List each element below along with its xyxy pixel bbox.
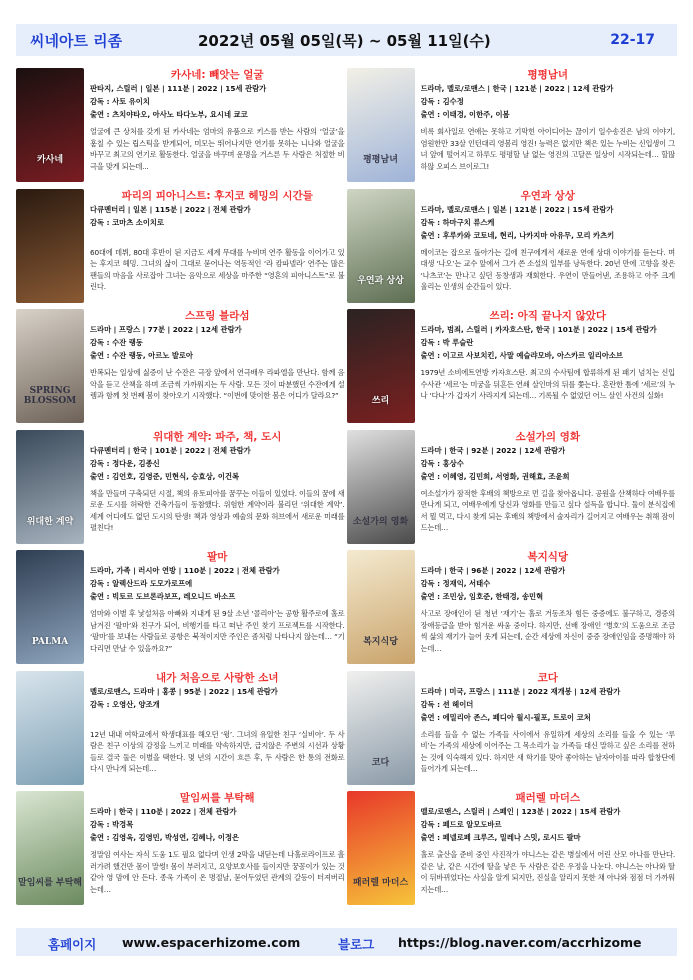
movie-info (415, 430, 678, 551)
movie-grid (16, 68, 677, 912)
movie-synopsis: 반복되는 일상에 싫증이 난 수잔은 극장 앞에서 연극배우 라파엘을 만난다. 함께 음악을 듣고 산책을 하며 조금씩 가까워지는 두 사람. 모든 것이 따분했던 수잔에게 설렘과 함께 첫 번째 봄이 찾아오기 시작했다. “이번에 맞이한 봄은 어디가 달라요?” (90, 368, 345, 401)
movie-poster[interactable] (16, 671, 84, 785)
movie-title[interactable]: 패러렐 마더스 (515, 792, 580, 804)
movie-poster[interactable] (347, 550, 415, 664)
movie-title[interactable]: 파리의 피아니스트: 후지코 헤밍의 시간들 (121, 189, 313, 202)
movie-poster[interactable] (16, 189, 84, 303)
movie-card[interactable] (347, 791, 678, 912)
movie-synopsis: 얼굴에 큰 상처를 갖게 된 카사네는 엄마의 유품으로 키스를 받는 사람의 ‘얼굴’을 훔칠 수 있는 립스틱을 받게되어, 미모는 뛰어나지만 연기를 못하는 니나와 얼굴을 바꾸고 최고의 연기로 활동한다. 얼굴을 바꾸며 운명을 거스른 두 사람은 처절한 비극을 맞게 되는데... (90, 127, 345, 171)
movie-director: 감독 : 수잔 랭동 (90, 338, 143, 347)
movie-title[interactable]: 소설가의 영화 (515, 430, 580, 443)
movie-info (415, 671, 678, 792)
poster-title-text: 코다 (371, 757, 390, 768)
blog-label: 블로그 (338, 937, 375, 952)
movie-card[interactable] (16, 550, 347, 671)
brand-title: 씨네아트 리좀 (30, 31, 123, 50)
movie-director: 감독 : 알렉산드라 도모가로프에 (90, 579, 193, 588)
movie-details: 드라마, 범죄, 스릴러 | 카자흐스탄, 한국 | 101분 | 2022 | 15세 관람가 (420, 325, 657, 334)
movie-details: 드라마, 멜로/로맨스 | 일본 | 121분 | 2022 | 15세 관람가 (420, 204, 614, 214)
movie-cast: 출연 : 에밀리아 존스, 페디아 월시-필포, 트로이 코처 (420, 712, 591, 722)
movie-poster[interactable] (16, 309, 84, 423)
movie-title[interactable]: 스프링 블라섬 (184, 310, 250, 322)
movie-cast: 출연 : 조민상, 임호준, 한태경, 송민혁 (420, 592, 544, 601)
movie-title[interactable]: 쓰리: 아직 끝나지 않았다 (489, 310, 607, 322)
movie-cast: 출연 : 페넬로페 크루즈, 밀레나 스밋, 로시드 팔마 (420, 833, 581, 842)
movie-synopsis: 책을 만들며 구축되던 시절, 책의 유토피아를 꿈꾸는 이들이 있었다. 이들의 꿈에 새로운 도시를 허락한 건축가들이 동참했다. 위험한 계약이라 불리던 ‘위대한 계약’. 세계 어디에도 없던 도시의 탄생! 책과 영상과 예술의 문화 허브에서 새로운 미래를 펼친다! (90, 488, 345, 533)
movie-row (16, 430, 677, 551)
movie-director: 감독 : 페드로 알모도바르 (420, 820, 502, 829)
movie-cast (90, 711, 345, 724)
movie-cast: 출연 : 수잔 랭동, 아르노 발로아 (90, 351, 193, 360)
movie-info (84, 309, 347, 430)
poster-title-text: 우연과 상상 (357, 275, 404, 286)
movie-cast: 출연 : 김영옥, 김영민, 박성연, 김혜나, 이정은 (90, 833, 240, 842)
movie-title[interactable]: 카사네: 빼앗는 얼굴 (170, 69, 264, 81)
movie-details: 드라마 | 미국, 프랑스 | 111분 | 2022 재개봉 | 12세 관람가 (420, 686, 621, 696)
movie-card[interactable] (347, 68, 678, 189)
movie-poster[interactable] (16, 430, 84, 544)
poster-title-text: PALMA (31, 637, 69, 648)
movie-info (415, 189, 678, 310)
date-range: 2022년 05월 05일(목) ~ 05월 11일(수) (198, 31, 491, 50)
movie-info (84, 68, 347, 189)
movie-synopsis: 사고로 장애인이 된 청년 ‘재기’는 홀로 거동조차 힘든 중증에도 불구하고, 경증의 장애등급을 받아 힘겨운 싸움 중이다. 하지만, 선배 장애인 ‘병호’의 도움으로 조금씩 삶의 재기가 늘어 웃게 되는데, 순간 세상에 자신이 중증 장애인임을 증명해야 하는데… (420, 609, 675, 653)
movie-info (84, 550, 347, 671)
movie-card[interactable] (16, 791, 347, 912)
movie-details: 다큐멘터리 | 한국 | 101분 | 2022 | 전체 관람가 (90, 445, 251, 455)
movie-synopsis: 비록 회사일로 연애는 못하고 기막힌 아이디어는 끊이기 일수송진은 남의 이야기, 염원한만 33살 인턴대리 영봄리 영진! 능력은 없지만 책은 있는 누비는 신입생이 그녀 앞에 떨어지고 하루도 평평할 날 없는 영진의 고달픈 일상이 시작되는데… 할많하않 오피스 브이로그! (420, 127, 675, 171)
movie-card[interactable] (347, 309, 678, 430)
movie-card[interactable] (16, 671, 347, 792)
movie-director: 감독 : 홍상수 (420, 458, 464, 468)
movie-director: 감독 : 사토 유이치 (90, 97, 150, 106)
blog-link[interactable]: https://blog.naver.com/accrhizome (398, 935, 642, 950)
movie-info (84, 671, 347, 792)
movie-row (16, 68, 677, 189)
movie-synopsis: 정말임 여사는 자식 도움 1도 필요 없다며 인생 2막을 내딛는데 나홀로라이프로 흘러가려 했건만 몸이 말썽! 몸이 부러지고, 요양보호사를 들이지만 꿍꽁이가 있는 것 같아 영 맘에 안 든다. 종욱 가족이 온 명절날, 묻어두었던 관계의 갈등이 터져버리는데… (90, 850, 345, 894)
movie-director: 감독 : 오영산, 양조개 (90, 699, 160, 709)
movie-details: 다큐멘터리 | 일본 | 115분 | 2022 | 전체 관람가 (90, 204, 251, 214)
movie-title[interactable]: 우연과 상상 (520, 189, 575, 202)
movie-cast: 출연 : 이태경, 이한주, 이봄 (420, 110, 510, 119)
movie-card[interactable] (347, 671, 678, 792)
movie-details: 드라마 | 프랑스 | 77분 | 2022 | 12세 관람가 (90, 325, 242, 334)
movie-info (415, 550, 678, 671)
poster-title-text: 말임씨를 부탁해 (18, 878, 82, 889)
movie-info (84, 189, 347, 310)
movie-cast: 출연 : 빅토르 도브론라보프, 레오니드 바소프 (90, 592, 236, 601)
poster-title-text: 위대한 계약 (26, 516, 74, 527)
movie-cast: 출연 : 이혜영, 김민희, 서영화, 권해효, 조윤희 (420, 471, 570, 481)
movie-details: 드라마, 멜로/로맨스 | 한국 | 121분 | 2022 | 12세 관람가 (420, 84, 614, 93)
poster-title-text: 패러렐 마더스 (352, 878, 409, 889)
movie-card[interactable] (16, 309, 347, 430)
movie-director: 감독 : 정재익, 서태수 (420, 579, 491, 588)
movie-details: 드라마 | 한국 | 110분 | 2022 | 전체 관람가 (90, 807, 237, 816)
movie-info (415, 68, 678, 189)
movie-details: 판타지, 스릴러 | 일본 | 111분 | 2022 | 15세 관람가 (90, 84, 267, 93)
movie-info (84, 791, 347, 912)
movie-synopsis: 12년 내내 여학교에서 학생대표를 해오던 ‘윙’. 그녀의 유일한 친구 ‘실비아’. 두 사람은 친구 이상의 감정을 느끼고 미래를 약속하지만, 급지않은 주변의 시선과 상황들로 결국 둘은 이별을 택한다. 몇 년의 시간이 흐른 후, 두 사람은 한 통의 전화로 다시 만나게 되는데… (90, 729, 345, 774)
movie-synopsis: 소리를 들을 수 없는 가족들 사이에서 유일하게 세상의 소리를 들을 수 있는 ‘루비’는 가족의 세상에 이어주는 그 목소리가 늘 가족들 대신 말하고 싶은 소리를 전하는 것에 익숙해져 있다. 하지만 새 학기를 맞아 좋아하는 남자아이를 따라 합창단에 들어가게 되는데… (420, 729, 675, 774)
issue-number: 22-17 (610, 32, 655, 48)
movie-poster[interactable] (347, 68, 415, 182)
movie-row (16, 309, 677, 430)
footer-bar (16, 928, 677, 956)
poster-title-text: SPRING BLOSSOM (23, 386, 77, 407)
movie-poster[interactable] (347, 309, 415, 423)
movie-synopsis: 60대에 데뷔, 80대 후반이 된 지금도 세계 무대를 누비며 연주 활동을 이어가고 있는 후지코 헤밍. 그녀의 삶이 그대로 묻어나는 역동적인 ‘라 캄파넬라’ 연주는 많은 팬들의 마음을 사로잡아 그녀는 음악으로 세상을 마주한 “영혼의 피아니스트”로 불린다. (90, 247, 345, 292)
poster-title-text: 평평남녀 (363, 155, 398, 166)
movie-info (415, 791, 678, 912)
movie-card[interactable] (347, 430, 678, 551)
homepage-label: 홈페이지 (48, 937, 97, 952)
movie-details: 멜로/로맨스, 드라마 | 홍콩 | 95분 | 2022 | 15세 관람가 (90, 686, 278, 696)
movie-poster[interactable] (347, 189, 415, 303)
movie-card[interactable] (16, 430, 347, 551)
movie-title[interactable]: 코다 (537, 671, 558, 684)
movie-details: 드라마 | 한국 | 92분 | 2022 | 12세 관람가 (420, 445, 566, 455)
homepage-link[interactable]: www.espacerhizome.com (122, 935, 301, 950)
movie-title[interactable]: 말임씨를 부탁해 (179, 792, 255, 804)
movie-synopsis: 홀로 출산을 준비 중인 사진작가 야니스는 같은 병실에서 어린 산모 아나를 만난다. 같은 날, 같은 시간에 딸을 낳은 두 사람은 같은 우정을 나눈다. 야니스는 아나와 딸이 뒤바뀌었다는 사실을 알게 되지만, 진실을 알리지 못한 채 아나와 점점 더 가까워지는데… (420, 850, 675, 894)
movie-title[interactable]: 복지식당 (527, 551, 569, 563)
movie-card[interactable] (347, 550, 678, 671)
poster-title-text: 복지식당 (363, 637, 398, 648)
movie-details: 멜로/로맨스, 스릴러 | 스페인 | 123분 | 2022 | 15세 관람가 (420, 807, 621, 816)
movie-synopsis: 1979년 소비에트연방 카자흐스탄. 최고의 수사팀에 합류하게 된 패기 넘치는 신입 수사관 ‘세르’는 미궁을 뒤흔든 연쇄 살인마의 뒤를 쫓는다. 혼란한 틈에 ‘세르’의 누나 ‘다나’가 갑자기 사라지게 되는데… 기록될 수 없었던 어느 살인 사건의 실화! (420, 368, 675, 401)
movie-row (16, 189, 677, 310)
movie-director: 감독 : 정다운, 김종신 (90, 458, 160, 468)
movie-cast: 출연 : 츠치야타오, 아사노 타다노부, 요시네 쿄코 (90, 110, 248, 119)
movie-cast: 출연 : 김언호, 김영준, 민현식, 승효상, 이건복 (90, 471, 240, 481)
movie-poster[interactable] (347, 791, 415, 905)
header-bar (16, 24, 677, 56)
movie-row (16, 671, 677, 792)
movie-cast: 출연 : 이고르 사보치킨, 사말 예슬랴모바, 아스카르 일리아소브 (420, 351, 623, 360)
movie-row (16, 791, 677, 912)
movie-cast: 출연 : 후루카와 코토네, 현리, 나카지마 아유무, 모리 카츠키 (420, 230, 615, 240)
movie-synopsis: 메이코는 잡으로 돌아가는 길에 친구에게서 새로운 연애 상대 이야기를 듣는다. 며대생 ‘나오’는 교수 앞에서 그가 쓴 소설의 일부를 낭독한다. 20년 만에 고향을 찾은 ‘나츠코’는 만나고 싶던 동창생과 재회한다. 우연이 만들어낸, 조용하고 아주 크게 울리는 인생의 순간들이 있다. (420, 247, 675, 292)
movie-director: 감독 : 김수정 (420, 97, 464, 106)
movie-card[interactable] (16, 189, 347, 310)
movie-director: 감독 : 코마츠 소이치로 (90, 217, 164, 227)
movie-synopsis: 여소설가가 잠적한 후배의 책방으로 먼 길을 찾아옵니다. 공원을 산책하다 여배우를 만나게 되고, 여배우에게 당신과 영화를 만들고 싶다 설득을 합니다. 둘이 분식집에서 뭘 먹고, 다시 찾게 되는 후배의 책방에서 술자리가 길어지고 여배우는 취해 잠이 드는데… (420, 488, 675, 533)
movie-cast (90, 229, 345, 242)
movie-details: 드라마 | 한국 | 96분 | 2022 | 12세 관람가 (420, 566, 566, 575)
movie-director: 감독 : 하마구치 류스케 (420, 217, 495, 227)
movie-poster[interactable] (16, 68, 84, 182)
movie-director: 감독 : 박경목 (90, 820, 134, 829)
poster-title-text: 카사네 (36, 155, 64, 166)
movie-director: 감독 : 박 루슬란 (420, 338, 474, 347)
movie-title[interactable]: 평평남녀 (527, 69, 569, 81)
movie-director: 감독 : 션 헤이더 (420, 699, 474, 709)
movie-title[interactable]: 팔마 (207, 551, 228, 563)
movie-poster[interactable] (16, 791, 84, 905)
movie-card[interactable] (347, 189, 678, 310)
movie-info (415, 309, 678, 430)
movie-synopsis: 엄마와 이별 후 낯설처음 아빠와 지내게 된 9살 소년 ‘콜리아’는 공항 활주로에 홀로 남겨진 ‘팔마’와 친구가 되어, 비행기를 타고 떠난 주인 찾기 프로젝트를 시작한다. ‘팔마’를 보내는 사람들로 공항은 북적이지만 주인은 좀처럼 나타나지 않는데… “기다리면 만날 수 있을까요?” (90, 609, 345, 653)
movie-poster[interactable] (347, 430, 415, 544)
movie-details: 드라마, 가족 | 러시아 연방 | 110분 | 2022 | 전체 관람가 (90, 566, 280, 575)
movie-poster[interactable] (347, 671, 415, 785)
movie-row (16, 550, 677, 671)
movie-title[interactable]: 위대한 계약: 파주, 책, 도시 (153, 430, 282, 443)
movie-title[interactable]: 내가 처음으로 사랑한 소녀 (155, 671, 279, 684)
poster-title-text: 쓰리 (371, 396, 390, 407)
poster-title-text: 소설가의 영화 (352, 516, 409, 527)
movie-poster[interactable] (16, 550, 84, 664)
movie-info (84, 430, 347, 551)
movie-card[interactable] (16, 68, 347, 189)
